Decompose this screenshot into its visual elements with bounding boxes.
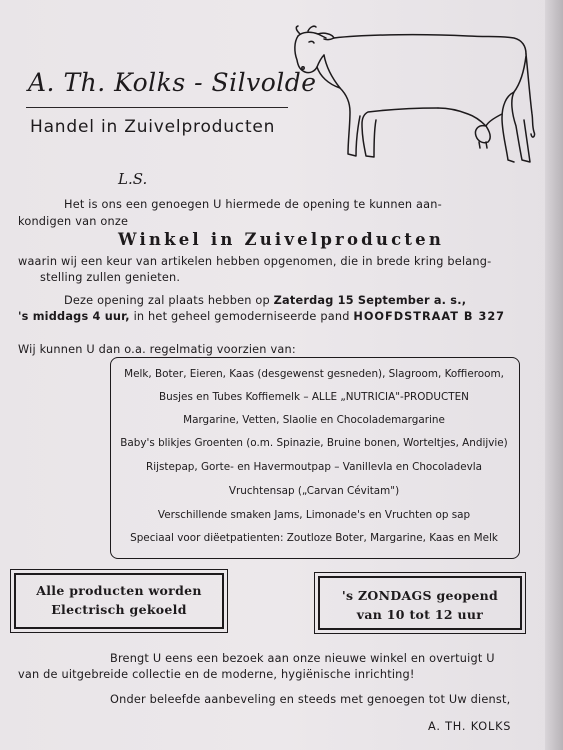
opening-middle: in het geheel gemoderniseerde pand	[129, 310, 354, 323]
notice-sunday-line-2: van 10 tot 12 uur	[356, 607, 484, 622]
opening-address: HOOFDSTRAAT B 327	[353, 310, 506, 323]
product-line: Baby's blikjes Groenten (o.m. Spinazie, Bruine bonen, Worteltjes, Andijvie)	[120, 437, 508, 449]
title-divider	[26, 107, 288, 108]
closing-line-3: Onder beleefde aanbeveling en steeds met genoegen tot Uw dienst,	[110, 693, 511, 706]
notice-refrigerated	[14, 573, 224, 629]
notice-refrigerated-line-2: Electrisch gekoeld	[51, 602, 187, 617]
closing-line-1: Brengt U eens een bezoek aan onze nieuwe winkel en overtuigt U	[110, 652, 495, 665]
intro-line-2: kondigen van onze	[18, 215, 129, 228]
page-edge	[545, 0, 563, 750]
notice-refrigerated-line-1: Alle producten worden	[36, 583, 202, 598]
notice-sunday-hours	[318, 576, 522, 630]
intro-line-1: Het is ons een genoegen U hiermede de opening te kunnen aan-	[64, 198, 442, 211]
opening-line-2	[18, 310, 505, 323]
cow-icon	[288, 22, 544, 170]
product-line: Vruchtensap („Carvan Cévitam")	[228, 485, 400, 497]
notice-sunday-line-1: 's ZONDAGS geopend	[341, 588, 499, 603]
opening-line-1	[64, 294, 466, 307]
product-line: Verschillende smaken Jams, Limonade's en Vruchten op sap	[157, 509, 471, 521]
product-line: Speciaal voor diëetpatienten: Zoutloze Boter, Margarine, Kaas en Melk	[130, 532, 498, 544]
product-list-box	[110, 357, 520, 559]
opening-date: Zaterdag 15 September a. s.,	[273, 294, 467, 307]
firm-name: A. Th. Kolks - Silvolde	[28, 68, 317, 97]
product-line: Melk, Boter, Eieren, Kaas (desgewenst gesneden), Slagroom, Koffieroom,	[124, 368, 504, 380]
headline: Winkel in Zuivelproducten	[118, 230, 445, 249]
assortment-line-2: stelling zullen genieten.	[40, 271, 181, 284]
supply-intro: Wij kunnen U dan o.a. regelmatig voorzien van:	[18, 343, 296, 356]
opening-prefix: Deze opening zal plaats hebben op	[64, 294, 274, 307]
opening-time: 's middags 4 uur,	[18, 310, 130, 323]
closing-line-2: van de uitgebreide collectie en de moderne, hygiënische inrichting!	[18, 668, 415, 681]
salutation: L.S.	[118, 170, 148, 188]
product-line: Margarine, Vetten, Slaolie en Chocolademargarine	[183, 414, 445, 426]
product-line: Rijstepap, Gorte- en Havermoutpap – Vanillevla en Chocoladevla	[145, 461, 483, 473]
product-line: Busjes en Tubes Koffiemelk – ALLE „NUTRICIA"-PRODUCTEN	[159, 391, 469, 403]
assortment-line-1: waarin wij een keur van artikelen hebben opgenomen, die in brede kring belang-	[18, 255, 492, 268]
signature: A. TH. KOLKS	[428, 720, 512, 733]
firm-subtitle: Handel in Zuivelproducten	[30, 117, 276, 137]
